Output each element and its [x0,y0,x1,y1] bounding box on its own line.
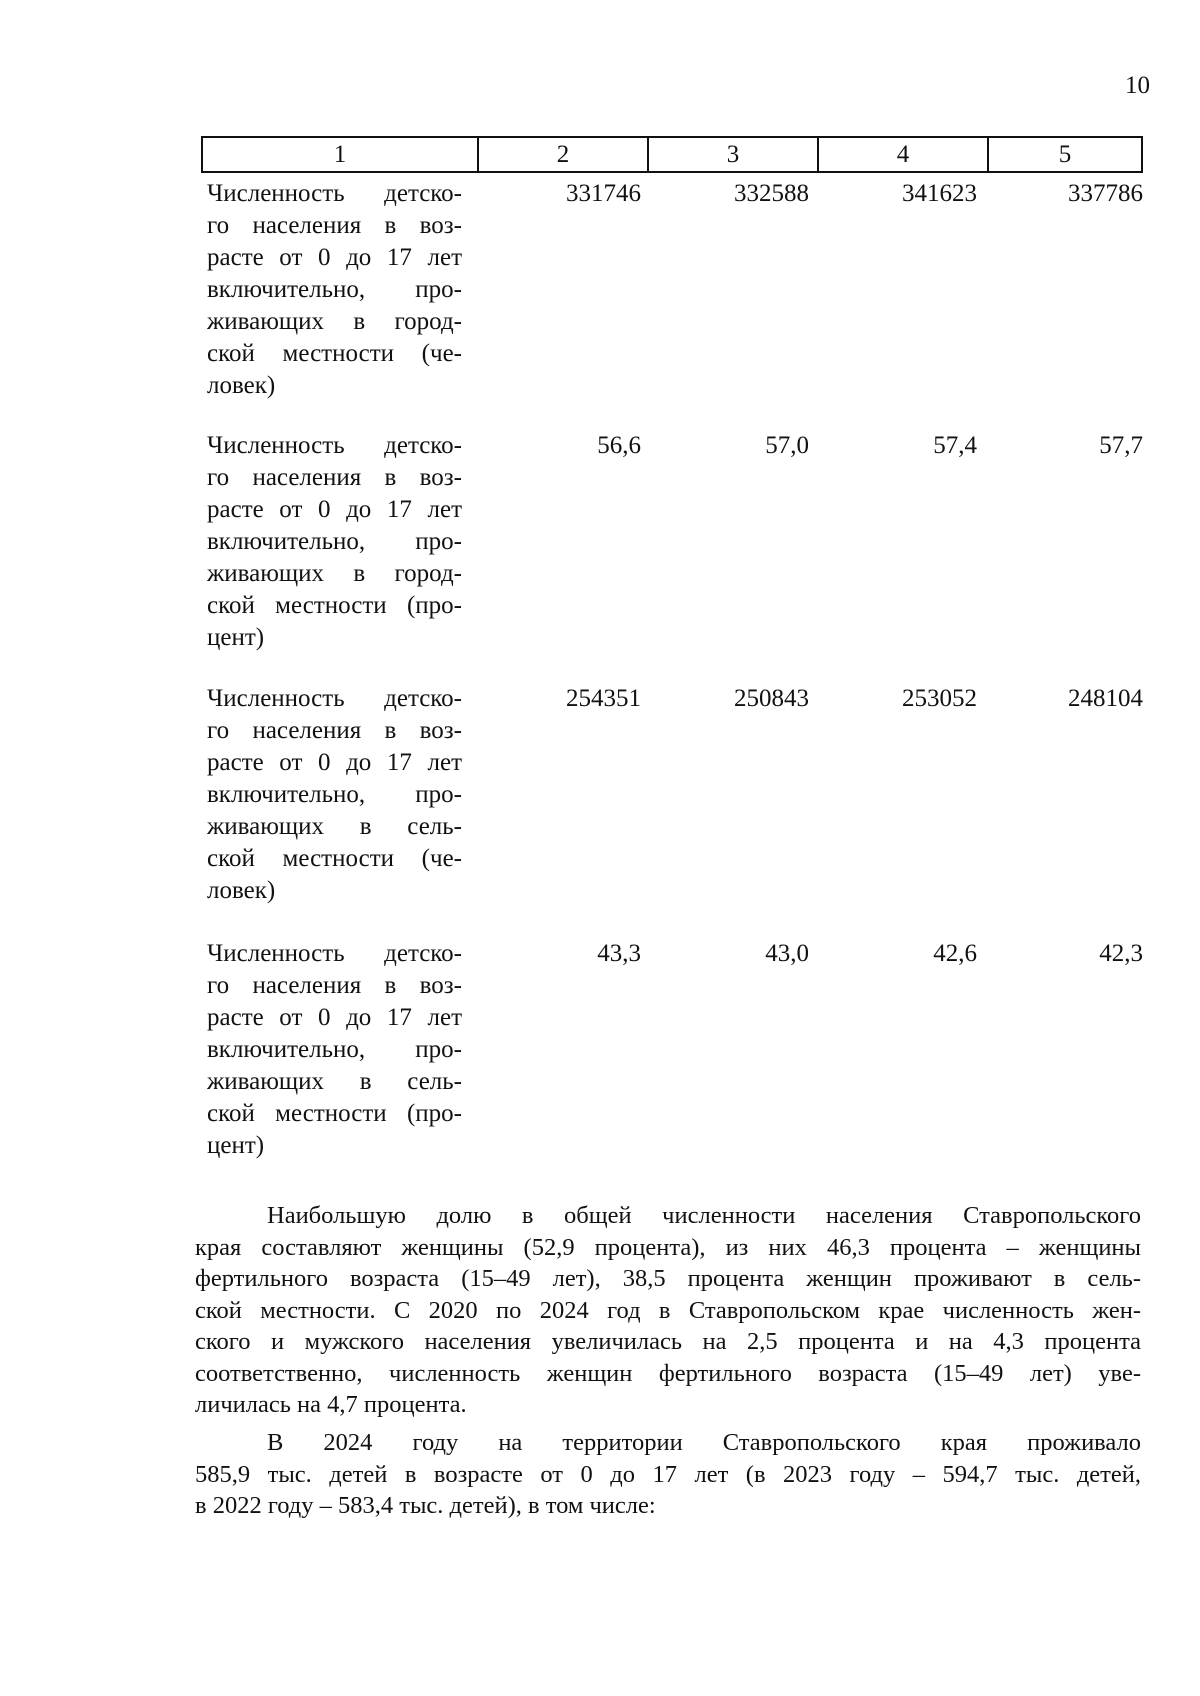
row-label [207,178,462,402]
paragraph-line: В 2024 году на территории Ставропольского края проживало [267,1429,1141,1456]
table-column-header [201,136,1143,173]
cell-value: 341623 [902,180,977,207]
row-label-line: цент) [207,1132,265,1159]
row-label-line: цент) [207,624,265,651]
column-number-5: 5 [1058,141,1072,168]
row-label-line: го населения в воз- [207,972,462,999]
table-row-urban-percent [207,430,1143,670]
paragraph-line: ской местности. С 2020 по 2024 год в Ставропольском крае численность жен- [195,1296,1141,1324]
page-number: 10 [1125,72,1150,99]
row-label-line: Численность детско- [207,940,462,967]
row-label-line: расте от 0 до 17 лет [207,244,462,271]
row-label-line: Численность детско- [207,432,462,459]
row-label-line: живающих в сель- [207,1068,462,1095]
row-label-line: ской местности (че- [207,845,462,872]
column-number-1: 1 [203,138,479,171]
cell-value: 332588 [734,180,809,207]
column-number-4: 4 [819,138,989,171]
paragraph-line: в 2022 году – 583,4 тыс. детей), в том числе: [195,1492,656,1519]
row-label-line: го населения в воз- [207,212,462,239]
paragraph-line: соответственно, численность женщин фертильного возраста (15–49 лет) уве- [195,1359,1141,1387]
row-label-line: Численность детско- [207,685,462,712]
paragraph-line: 585,9 тыс. детей в возрасте от 0 до 17 лет (в 2023 году – 594,7 тыс. детей, [195,1460,1141,1488]
cell-value: 42,6 [933,940,977,967]
row-label-line: живающих в город- [207,560,462,587]
cell-value: 331746 [566,180,641,207]
table-row-rural-percent [207,938,1143,1178]
cell-value: 254351 [566,685,641,712]
row-label-line: включительно, про- [207,528,462,555]
cell-value: 57,7 [1099,432,1143,459]
cell-value: 57,0 [765,432,809,459]
row-label-line: расте от 0 до 17 лет [207,749,462,776]
row-label-line: живающих в сель- [207,813,462,840]
row-label-line: расте от 0 до 17 лет [207,496,462,523]
cell-value: 56,6 [597,432,641,459]
row-label-line: го населения в воз- [207,464,462,491]
row-label [207,430,462,654]
row-label-line: включительно, про- [207,1036,462,1063]
cell-value: 57,4 [933,432,977,459]
paragraph-line: личилась на 4,7 процента. [195,1391,467,1418]
body-paragraph-women-share [195,1200,1141,1421]
paragraph-line: края составляют женщины (52,9 процента), из них 46,3 процента – женщины [195,1233,1141,1261]
row-label-line: включительно, про- [207,276,462,303]
row-label-line: живающих в город- [207,308,462,335]
body-paragraph-children-2024 [195,1427,1141,1522]
row-label-line: го населения в воз- [207,717,462,744]
cell-value: 43,3 [597,940,641,967]
row-label [207,938,462,1162]
row-label [207,683,462,907]
cell-value: 250843 [734,685,809,712]
column-number-2: 2 [479,138,649,171]
paragraph-line: ского и мужского населения увеличилась на 2,5 процента и на 4,3 процента [195,1328,1141,1355]
row-label-line: ской местности (про- [207,1100,462,1127]
cell-value: 248104 [1068,685,1143,712]
row-label-line: расте от 0 до 17 лет [207,1004,462,1031]
row-label-line: включительно, про- [207,781,462,808]
cell-value: 42,3 [1099,940,1143,967]
row-label-line: ловек) [207,877,276,904]
table-row-rural-persons [207,683,1143,923]
column-number-3: 3 [649,138,819,171]
row-label-line: ловек) [207,372,276,399]
paragraph-line: Наибольшую долю в общей численности населения Ставропольского [267,1202,1141,1229]
row-label-line: Численность детско- [207,180,462,207]
cell-value: 43,0 [765,940,809,967]
cell-value: 337786 [1068,180,1143,207]
table-row-urban-persons [207,178,1143,418]
cell-value: 253052 [902,685,977,712]
paragraph-line: фертильного возраста (15–49 лет), 38,5 процента женщин проживают в сель- [195,1265,1141,1292]
row-label-line: ской местности (про- [207,592,462,619]
row-label-line: ской местности (че- [207,340,462,367]
